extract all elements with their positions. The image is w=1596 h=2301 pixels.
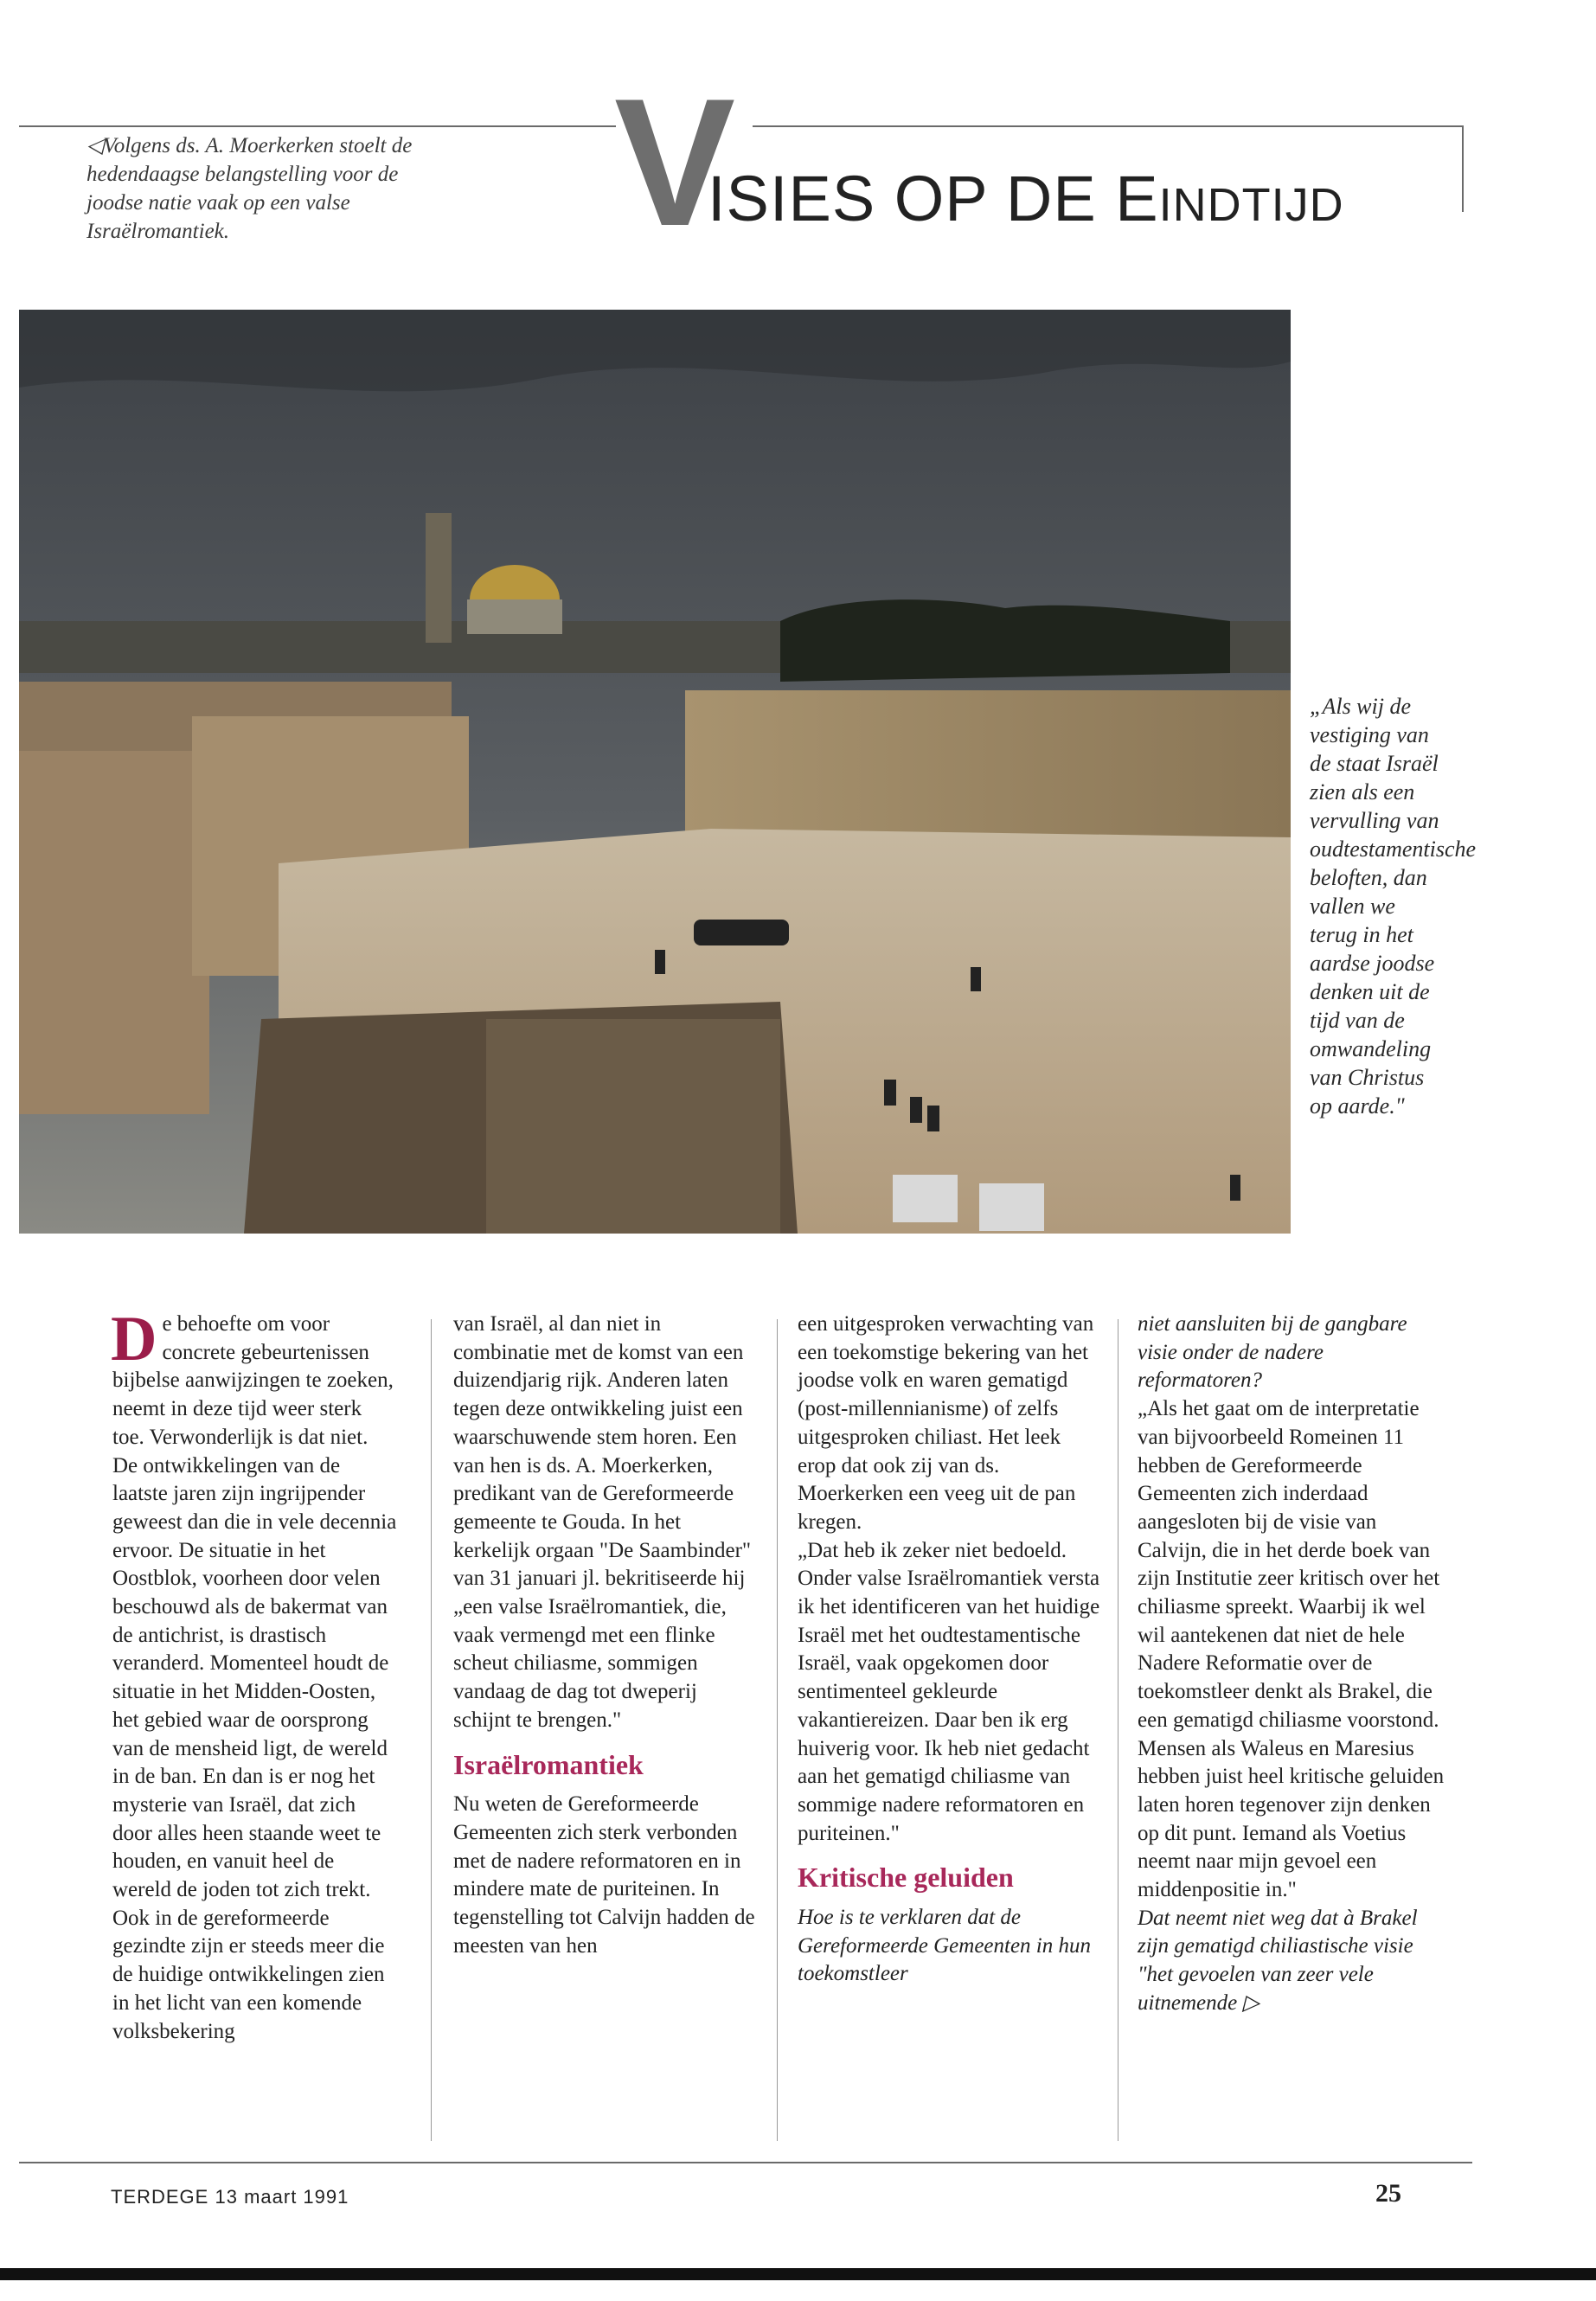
article-column-1 [111,1304,398,2046]
column-4-text: „Als het gaat om de interpretatie van bijvoorbeeld Romeinen 11 hebben de Gereformeerde Gemeenten zich inderdaad aangesloten bij de visie van Calvijn, die in het derde boek van zijn Institutie zeer kritisch over het chiliasme spreekt. Waarbij ik wel wil aantekenen dat niet de hele Nadere Reformatie over de toekomstleer denkt als Brakel, die een gematigd chiliasme voorstond. Mensen als Waleus en Maresius hebben juist heel kritische geluiden laten horen tegenover zijn denken op dit punt. Iemand als Voetius neemt naar mijn gevoel een middenpositie in." [1138,1397,1445,1902]
article-column-2 [453,1311,756,1960]
column-4-question: niet aansluiten bij de gangbare visie onder de nadere reformatoren? [1138,1312,1407,1393]
footer-rule [19,2162,1472,2163]
subheading-kritische-geluiden: Kritische geluiden [798,1862,1014,1894]
title-smallcaps: INDTIJD [1158,179,1344,231]
photo-caption: ◁Volgens ds. A. Moerkerken stoelt de hedendaagse belangstelling voor de joodse natie vaak op een valse Israëlromantiek. [87,134,413,243]
drop-cap: D [111,1304,157,1375]
title-box-top [753,125,1464,127]
article-title [708,164,1344,240]
title-main: ISIES OP DE E [708,163,1159,234]
article-column-4 [1138,1311,1451,2018]
column-divider [431,1319,432,2141]
column-divider [777,1319,778,2141]
article-column-3 [798,1311,1100,1989]
photo-illustration [19,310,1291,1234]
column-1-text: e behoefte om voor concrete gebeurtenissen bijbelse aanwijzingen te zoeken, neemt in deze tijd weer sterk toe. Verwonderlijk is dat niet. De ontwikkelingen van de laatste jaren zijn ingrijpender geweest dan die in vele decennia ervoor. De situatie in het Oostblok, voorheen door velen beschouwd als de bakermat van de antichrist, is drastisch veranderd. Momenteel houdt de situatie in het Midden-Oosten, het gebied waar de oorsprong van de mensheid ligt, de wereld in de ban. En dan is er nog het mysterie van Israël, dat zich door alles heen staande weet te houden, en vanuit heel de wereld de joden tot zich trekt. Ook in de gereformeerde gezindte zijn er steeds meer die de huidige ontwikkelingen zien in het licht van een komende volksbekering [112,1312,397,2043]
column-2-text-b: Nu weten de Gereformeerde Gemeenten zich sterk verbonden met de nadere reformatoren en in mindere mate de puriteinen. In tegenstelling tot Calvijn hadden de meesten van hen [453,1792,755,1958]
column-3-question: Hoe is te verklaren dat de Gereformeerde Gemeenten in hun toekomstleer [798,1906,1092,1986]
bottom-edge [0,2268,1596,2280]
column-2-text-a: van Israël, al dan niet in combinatie met de komst van een duizendjarig rijk. Anderen laten tegen deze ontwikkeling juist een waarschuwende stem horen. Een van hen is ds. A. Moerkerken, predikant van de Gereformeerde gemeente te Gouda. In het kerkelijk orgaan "De Saambinder" van 31 januari jl. bekritiseerde hij „een valse Israëlromantiek, die, vaak vermengd met een flinke scheut chiliasme, sommigen vandaag de dag tot dweperij schijnt te brengen." [453,1312,752,1732]
issue-date: 13 maart 1991 [215,2186,349,2208]
column-4-question-2: Dat neemt niet weg dat à Brakel zijn gematigd chiliastische visie "het gevoelen van zeer vele uitnemende ▷ [1138,1906,1418,2015]
jerusalem-photo [19,310,1291,1234]
column-3-text-a: een uitgesproken verwachting van een toekomstige bekering van het joodse volk en waren gematigd (post-millennianisme) of zelfs uitgesproken chiliast. Het leek erop dat ook zij van ds. Moerkerken een veeg uit de pan kregen. „Dat heb ik zeker niet bedoeld. Onder valse Israëlromantiek versta ik het identificeren van het huidige Israël met het oudtestamentische Israël, vaak opgekomen door sentimenteel gekleurde vakantiereizen. Daar ben ik erg huiverig voor. Ik heb niet gedacht aan het gematigd chiliasme van sommige nadere reformatoren en puriteinen." [798,1312,1100,1845]
title-initial: V [614,61,729,264]
top-rule [19,125,616,127]
pull-quote: „Als wij de vestiging van de staat Israël zien als een vervulling van oudtestamentische beloften, dan vallen we terug in het aardse joodse denken uit de tijd van de omwandeling van Christus op aarde." [1310,694,1477,1118]
title-box-right [1462,125,1464,212]
subheading-israelromantiek: Israëlromantiek [453,1748,644,1780]
publication-name: TERDEGE [111,2186,209,2208]
page-number: 25 [1375,2179,1401,2208]
footer-publication [111,2186,349,2208]
